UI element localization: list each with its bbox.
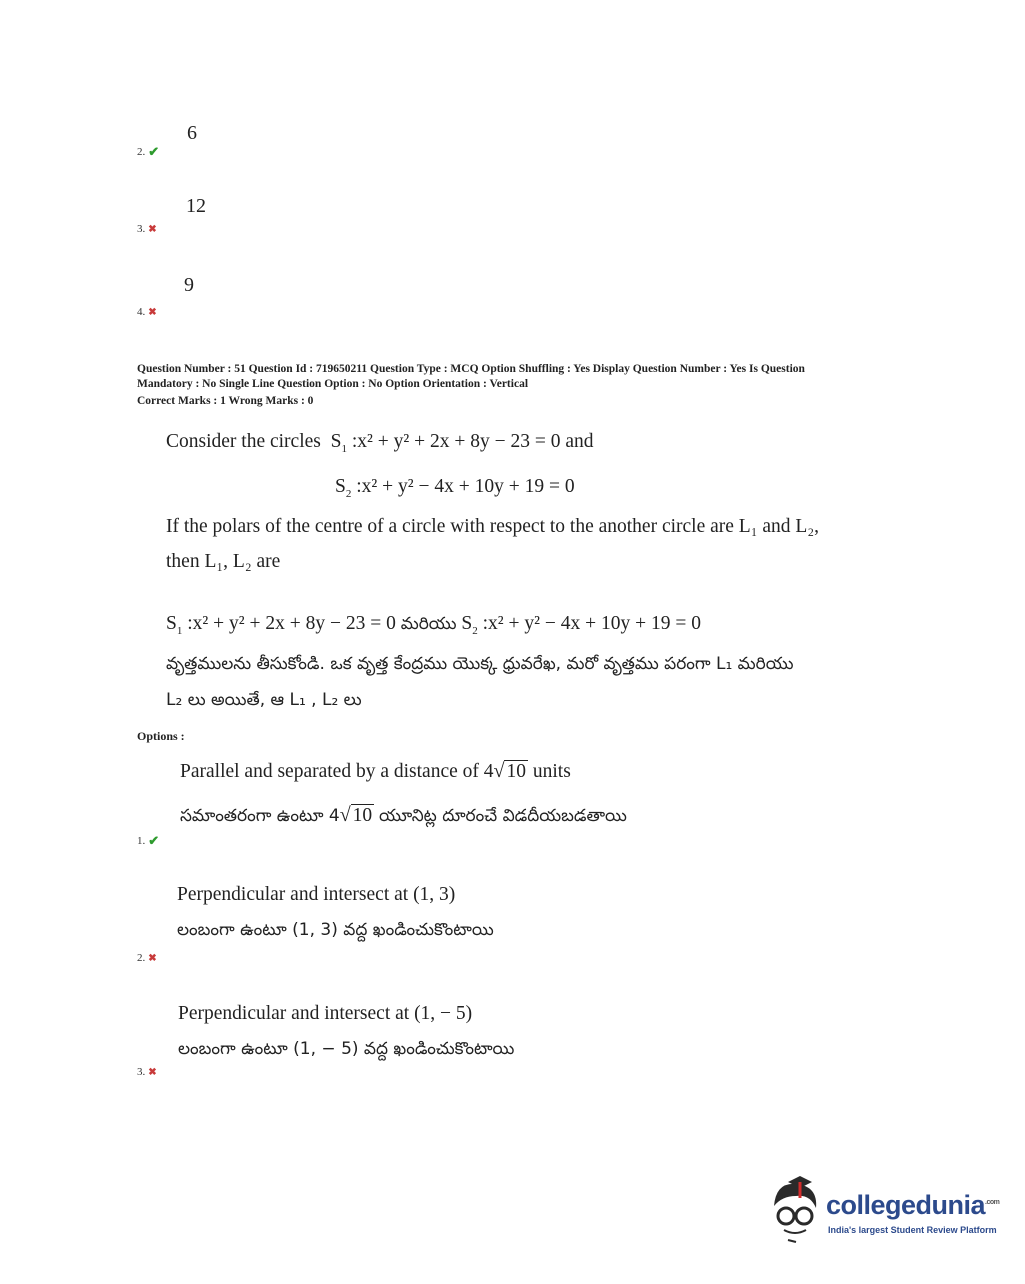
radicand: 10 — [352, 805, 373, 826]
option-3-number[interactable] — [137, 1066, 157, 1078]
logo-tagline: India's largest Student Review Platform — [828, 1225, 997, 1235]
s2-equation: :x² + y² − 4x + 10y + 19 = 0 — [482, 613, 701, 634]
option-number: 2. — [137, 146, 146, 158]
options-label: Options : — [137, 729, 185, 743]
question-en-line: then L₁, L₂ are — [166, 551, 281, 572]
option-number: 3. — [137, 223, 146, 235]
meta-line: Mandatory : No Single Line Question Option : No Option Orientation : Vertical — [137, 378, 529, 390]
prev-option-value: 12 — [186, 195, 206, 217]
s2-label: S — [335, 476, 346, 497]
prev-option-value: 6 — [187, 122, 197, 144]
wrong-cross-icon: ✖ — [148, 223, 157, 235]
prev-option-number — [137, 306, 157, 318]
option-2-te: లంబంగా ఉంటూ (1, 3) వద్ద ఖండించుకొంటాయి — [177, 920, 494, 940]
question-line: Consider the circles $S_1$ :x² + y² + 2x + 8y − 23 = 0 and — [166, 431, 594, 455]
meta-line: Question Number : 51 Question Id : 719650211 Question Type : MCQ Option Shuffling : Yes Display Question Number : Yes Is Question — [137, 363, 805, 375]
option-text: Parallel and separated by a distance of 4 — [180, 761, 494, 782]
question-text-en — [166, 509, 819, 579]
wrong-cross-icon: ✖ — [148, 306, 157, 318]
option-1-number[interactable] — [137, 833, 159, 849]
option-number: 1. — [137, 835, 146, 847]
s1-label: S — [166, 613, 177, 634]
wrong-cross-icon: ✖ — [148, 952, 157, 964]
correct-check-icon: ✔ — [148, 144, 160, 159]
option-number: 4. — [137, 306, 146, 318]
prev-option-value: 9 — [184, 274, 194, 296]
option-2-en: Perpendicular and intersect at (1, 3) — [177, 884, 456, 905]
option-3-te: లంబంగా ఉంటూ (1, − 5) వద్ద ఖండించుకొంటాయి — [178, 1039, 515, 1059]
option-3-en: Perpendicular and intersect at (1, − 5) — [178, 1003, 473, 1024]
prev-option-number — [137, 144, 159, 160]
question-en-line: If the polars of the centre of a circle with respect to the another circle are L₁ and L₂, — [166, 516, 819, 537]
question-te-line1: $S_1$ :x² + y² + 2x + 8y − 23 = 0 మరియు $S_2$ :x² + y² − 4x + 10y + 19 = 0 — [166, 613, 701, 637]
question-text-te — [166, 646, 793, 718]
wrong-cross-icon: ✖ — [148, 1066, 157, 1078]
question-meta — [137, 362, 907, 409]
option-text: units — [532, 761, 571, 782]
student-mascot-icon — [766, 1176, 826, 1246]
s1-equation: :x² + y² + 2x + 8y − 23 = 0 — [351, 431, 561, 452]
and-word: and — [565, 431, 594, 452]
collegedunia-logo[interactable] — [766, 1176, 1000, 1246]
s2-equation: :x² + y² − 4x + 10y + 19 = 0 — [356, 476, 575, 497]
option-2-number[interactable] — [137, 952, 157, 964]
question-intro: Consider the circles — [166, 431, 321, 452]
question-te-line: వృత్తములను తీసుకోండి. ఒక వృత్త కేంద్రము యొక్క ధ్రువరేఖ, మరో వృత్తము పరంగా L₁ మరియు — [166, 654, 794, 674]
option-1-te: సమాంతరంగా ఉంటూ 4√ 10 యూనిట్ల దూరంచే విడదీయబడతాయి — [180, 804, 627, 826]
meta-line: Correct Marks : 1 Wrong Marks : 0 — [137, 395, 314, 407]
option-text-te: సమాంతరంగా ఉంటూ 4 — [180, 806, 340, 826]
option-number: 3. — [137, 1066, 146, 1078]
logo-wordmark — [826, 1190, 999, 1221]
s1-equation: :x² + y² + 2x + 8y − 23 = 0 — [187, 613, 396, 634]
logo-name: collegedunia — [826, 1190, 986, 1220]
question-te-line: L₂ లు అయితే, ఆ L₁ , L₂ లు — [166, 690, 362, 710]
correct-check-icon: ✔ — [148, 833, 160, 848]
s2-line: $S_2$ :x² + y² − 4x + 10y + 19 = 0 — [335, 476, 575, 500]
option-1-en: Parallel and separated by a distance of 4√ 10 units — [180, 760, 571, 782]
radicand: 10 — [506, 761, 526, 782]
s1-label: S — [330, 431, 342, 452]
s2-label: S — [461, 613, 473, 634]
option-text-te: యూనిట్ల దూరంచే విడదీయబడతాయి — [379, 806, 627, 826]
option-number: 2. — [137, 952, 146, 964]
logo-suffix: .com — [985, 1199, 1000, 1206]
te-joiner: మరియు — [400, 614, 457, 634]
prev-option-number — [137, 223, 157, 235]
